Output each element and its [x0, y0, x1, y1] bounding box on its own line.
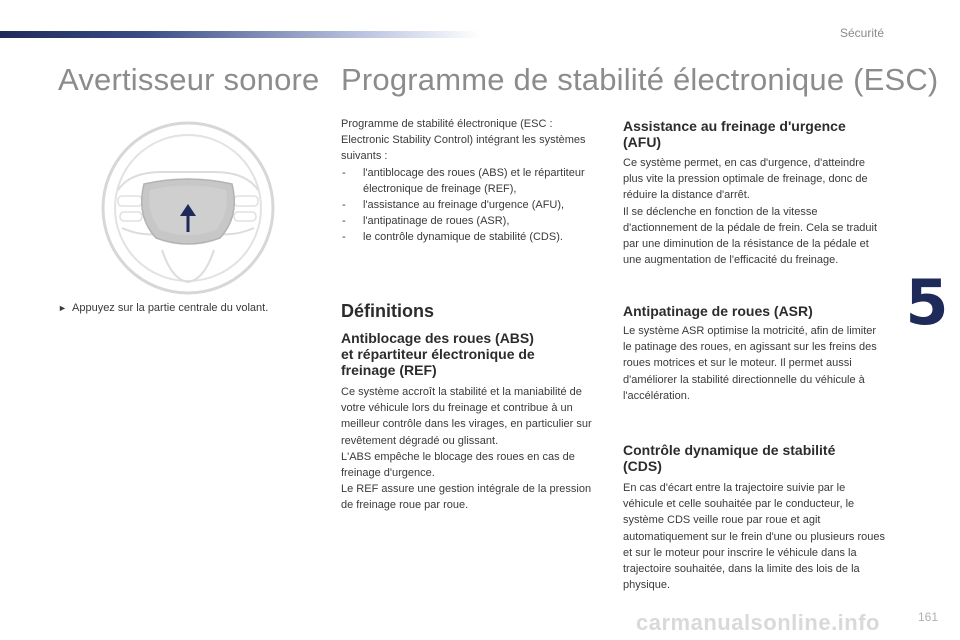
- afu-heading-line2: (AFU): [623, 134, 662, 150]
- abs-heading-line3: freinage (REF): [341, 362, 437, 378]
- cds-heading-line1: Contrôle dynamique de stabilité: [623, 442, 836, 458]
- afu-heading-line1: Assistance au freinage d'urgence: [623, 118, 846, 134]
- abs-paragraph-3: Le REF assure une gestion intégrale de la pression de freinage roue par roue.: [341, 483, 592, 512]
- abs-paragraph-1: Ce système accroît la stabilité et la maniabilité de votre véhicule lors du freinage et contribue à un meilleur contrôle dans les virages, en particulier sur revêtement dégradé ou glissant.: [341, 386, 592, 447]
- cds-heading: [623, 442, 888, 474]
- afu-heading: [623, 118, 888, 150]
- afu-paragraph-2: Il se déclenche en fonction de la vitesse d'actionnement de la pédale de frein. Cela se traduit par une diminution de la résistance de la pédale et une augmentation de l'efficacité du freinage.: [623, 205, 878, 267]
- afu-paragraph-1: Ce système permet, en cas d'urgence, d'atteindre plus vite la pression optimale de freinage, donc de réduire la distance d'arrêt.: [623, 157, 868, 202]
- abs-heading: [341, 330, 603, 378]
- horn-instruction-text: Appuyez sur la partie centrale du volant.: [72, 302, 269, 314]
- definitions-heading: Définitions: [341, 301, 434, 321]
- esc-title: Programme de stabilité électronique (ESC): [341, 62, 939, 97]
- cds-body: [623, 480, 885, 593]
- afu-body: [623, 155, 885, 268]
- list-item: - le contrôle dynamique de stabilité (CDS).: [341, 229, 603, 245]
- page-number: 161: [917, 610, 938, 624]
- horn-instruction: [58, 302, 268, 314]
- chapter-number: 5: [905, 266, 949, 339]
- watermark: carmanualsonline.info: [636, 610, 880, 635]
- esc-systems-list: [341, 165, 603, 246]
- section-label: Sécurité: [839, 26, 884, 40]
- horn-title: Avertisseur sonore: [58, 62, 320, 97]
- asr-body: [623, 323, 885, 404]
- header-accent-bar: [0, 31, 480, 38]
- esc-intro: [341, 116, 603, 246]
- abs-body: [341, 384, 603, 514]
- cds-heading-line2: (CDS): [623, 458, 662, 474]
- list-item: - l'antiblocage des roues (ABS) et le répartiteur électronique de freinage (REF),: [341, 165, 603, 197]
- cds-paragraph-1: En cas d'écart entre la trajectoire suivie par le véhicule et celle souhaitée par le conducteur, le système CDS veille roue par roue et agit automatiquement sur le frein d'une ou plusieurs roues et sur le moteur pour inscrire le véhicule dans la trajectoire souhaitée, dans la limite des lois de la physique.: [623, 482, 885, 592]
- asr-heading: Antipatinage de roues (ASR): [623, 303, 813, 319]
- abs-heading-line2: et répartiteur électronique de: [341, 346, 535, 362]
- asr-paragraph-1: Le système ASR optimise la motricité, afin de limiter le patinage des roues, en agissant sur les freins des roues motrices et sur le moteur. Il permet aussi d'améliorer la stabilité directionnelle du véhicule à l'accélération.: [623, 325, 877, 402]
- list-item: - l'assistance au freinage d'urgence (AFU),: [341, 197, 603, 213]
- abs-heading-line1: Antiblocage des roues (ABS): [341, 330, 534, 346]
- abs-paragraph-2: L'ABS empêche le blocage des roues en cas de freinage d'urgence.: [341, 450, 575, 480]
- steering-wheel-illustration: [100, 120, 276, 296]
- esc-intro-text: Programme de stabilité électronique (ESC : Electronic Stability Control) intégrant les systèmes suivants :: [341, 118, 586, 163]
- list-item: - l'antipatinage de roues (ASR),: [341, 213, 603, 229]
- bullet-arrow-icon: ►: [58, 303, 67, 313]
